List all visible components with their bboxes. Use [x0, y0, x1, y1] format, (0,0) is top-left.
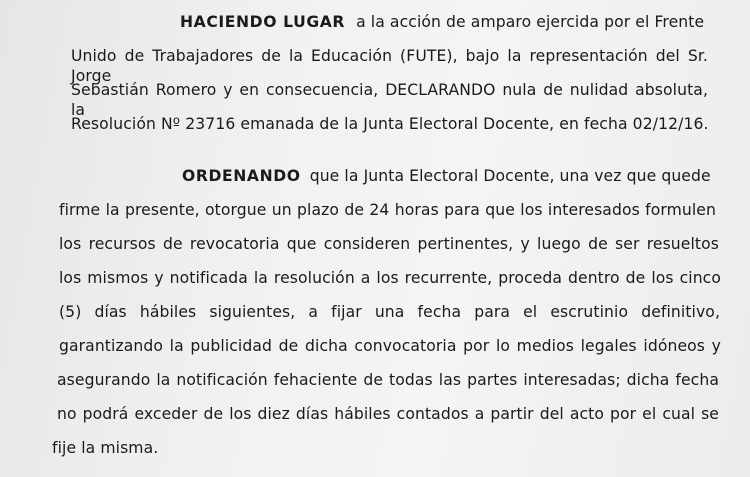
- paragraph2-line2: firme la presente, otorgue un plazo de 24 horas para que los interesados formulen: [59, 201, 716, 219]
- paragraph2-line8: no podrá exceder de los diez días hábiles contados a partir del acto por el cual se: [57, 405, 719, 423]
- paragraph2-line7: asegurando la notificación fehaciente de todas las partes interesadas; dicha fecha: [57, 371, 719, 389]
- paragraph1-line2: Unido de Trabajadores de la Educación (FUTE), bajo la representación del Sr. Jorge: [71, 47, 708, 85]
- paragraph2-line1-text: que la Junta Electoral Docente, una vez que quede: [309, 167, 711, 185]
- paragraph2-lead: ORDENANDO: [182, 167, 301, 185]
- paragraph1-line1: [180, 12, 704, 32]
- paragraph1-line1-text: a la acción de amparo ejercida por el Frente: [356, 13, 705, 31]
- paragraph1-line4: Resolución Nº 23716 emanada de la Junta Electoral Docente, en fecha 02/12/16.: [71, 115, 709, 133]
- paragraph2-line9: fije la misma.: [52, 439, 159, 457]
- paragraph2-line6: garantizando la publicidad de dicha convocatoria por lo medios legales idóneos y: [59, 337, 721, 355]
- paragraph2-line4: los mismos y notificada la resolución a los recurrente, proceda dentro de los cinco: [59, 269, 721, 287]
- paragraph1-line3: Sebastián Romero y en consecuencia, DECLARANDO nula de nulidad absoluta, la: [71, 81, 708, 119]
- paragraph2-line1: [182, 166, 711, 186]
- paragraph2-line3: los recursos de revocatoria que consideren pertinentes, y luego de ser resueltos: [59, 235, 719, 253]
- paragraph2-line5: (5) días hábiles siguientes, a fijar una fecha para el escrutinio definitivo,: [59, 303, 720, 321]
- paragraph1-lead: HACIENDO LUGAR: [180, 13, 346, 31]
